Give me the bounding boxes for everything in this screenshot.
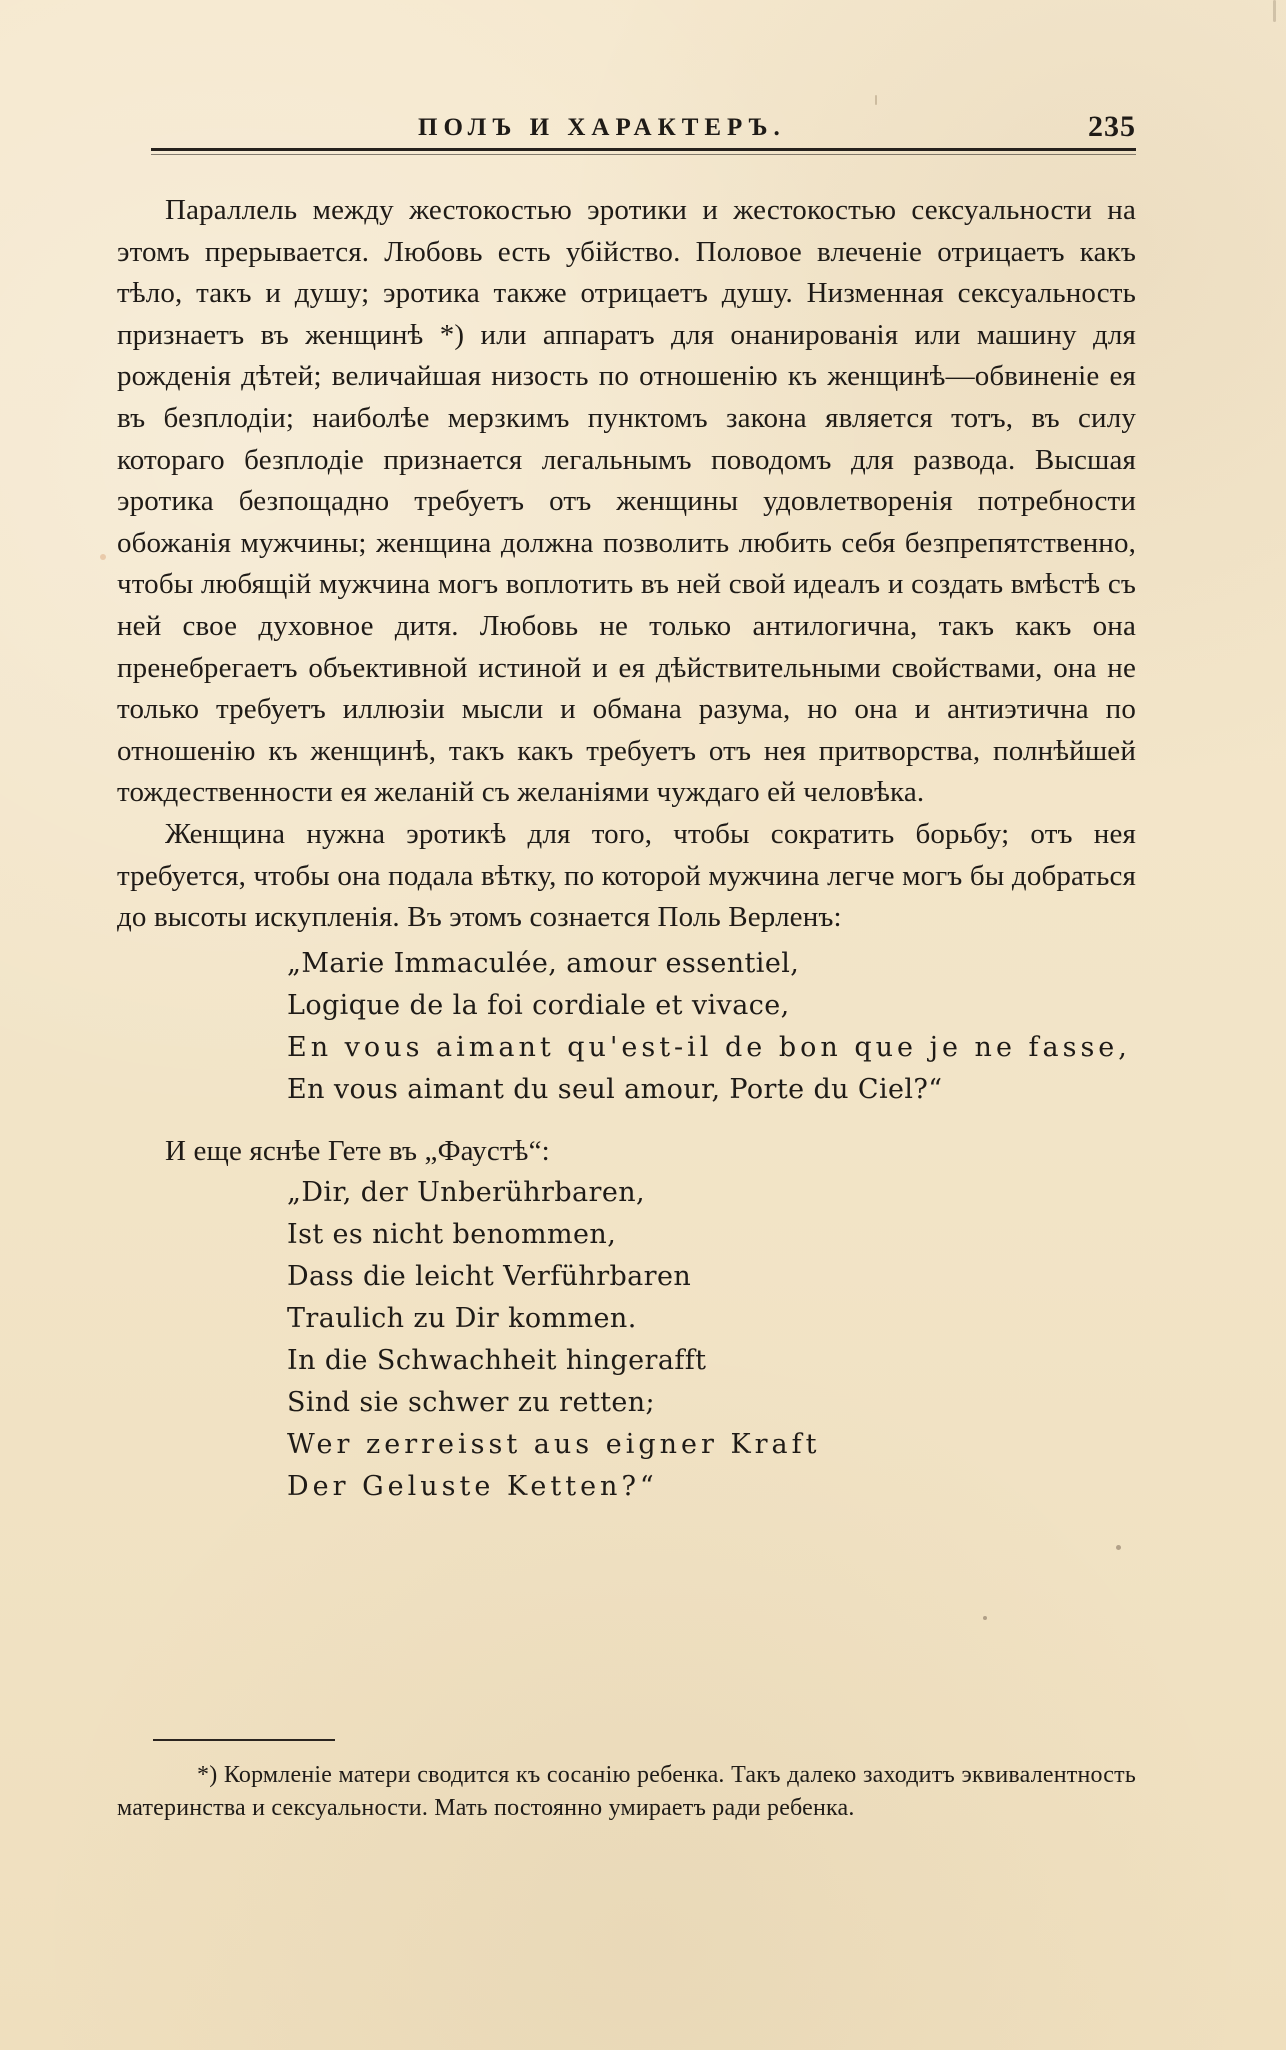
verse-line: Ist es nicht benommen, — [287, 1219, 617, 1251]
verse-line: Sind sie schwer zu retten; — [287, 1387, 656, 1419]
paragraph-2: Женщина нужна эротикѣ для того, чтобы сократить борьбу; отъ нея требуется, чтобы она подала вѣтку, по которой мужчина легче могъ бы добраться до высоты искупленія. Въ этомъ сознается Поль Верленъ: — [117, 817, 1136, 934]
main-text — [117, 190, 1136, 1508]
verse-line: En vous aimant du seul amour, Porte du Ciel?“ — [287, 1073, 943, 1105]
verse-verlaine — [287, 943, 1136, 1111]
verse-line: Wer zerreisst aus eigner Kraft — [287, 1429, 821, 1461]
footnote — [117, 1759, 1136, 1825]
verse-line: En vous aimant qu'est-il de bon que je ne fasse, — [287, 1031, 1131, 1063]
footnote-rule — [153, 1739, 335, 1741]
running-title: ПОЛЪ И ХАРАКТЕРЪ. — [418, 114, 786, 141]
paper-speck — [1116, 1545, 1121, 1550]
verse-line: Der Geluste Ketten?“ — [287, 1471, 658, 1503]
edge-mark — [1273, 0, 1276, 22]
paper-mark — [875, 95, 877, 105]
verse-goethe — [287, 1172, 1136, 1508]
verse-line: Traulich zu Dir kommen. — [287, 1303, 637, 1335]
page-number: 235 — [1088, 110, 1136, 143]
verse-line: In die Schwachheit hingerafft — [287, 1345, 707, 1377]
paragraph-1: Параллель между жестокостью эротики и жестокостью сексуальности на этомъ прерывается. Любовь есть убійство. Половое влеченіе отрицаетъ какъ тѣло, такъ и душу; эротика также отрицаетъ душу. Низменная сексуальность признаетъ въ женщинѣ *) или аппаратъ для онанированія или машину для рожденія дѣтей; величайшая низость по отношенію къ женщинѣ—обвиненіе ея въ безплодіи; наиболѣе мерзкимъ пунктомъ закона является тотъ, въ силу котораго безплодіе признается легальнымъ поводомъ для развода. Высшая эротика безпощадно требуетъ отъ женщины удовлетворенія потребности обожанія мужчины; женщина должна позволить любить себя безпрепятственно, чтобы любящій мужчина могъ воплотить въ ней свой идеалъ и создать вмѣстѣ съ ней свое духовное дитя. Любовь не только антилогична, такъ какъ она пренебрегаетъ объективной истиной и ея дѣйствительными свойствами, она не только требуетъ иллюзіи мысли и обмана разума, но она и антиэтична по отношенію къ женщинѣ, такъ какъ требуетъ отъ нея притворства, полнѣйшей тождественности ея желаній съ желаніями чуждаго ей человѣка. — [117, 194, 1136, 809]
footnote-text: *) Кормленіе матери сводится къ сосанію ребенка. Такъ далеко заходитъ эквивалентность материнства и сексуальности. Мать постоянно умираетъ ради ребенка. — [117, 1762, 1136, 1821]
header-rule — [151, 148, 1136, 151]
goethe-intro: И еще яснѣе Гете въ „Фаустѣ“: — [165, 1134, 550, 1167]
verse-line: Dass die leicht Verführbaren — [287, 1261, 692, 1293]
paper-speck — [983, 1616, 987, 1620]
header-rule-thin — [151, 154, 1136, 155]
verse-line: Logique de la foi cordiale et vivace, — [287, 989, 790, 1021]
verse-line: „Marie Immaculée, amour essentiel, — [287, 947, 800, 979]
verse-line: „Dir, der Unberührbaren, — [287, 1177, 645, 1209]
paper-speck — [100, 554, 106, 560]
